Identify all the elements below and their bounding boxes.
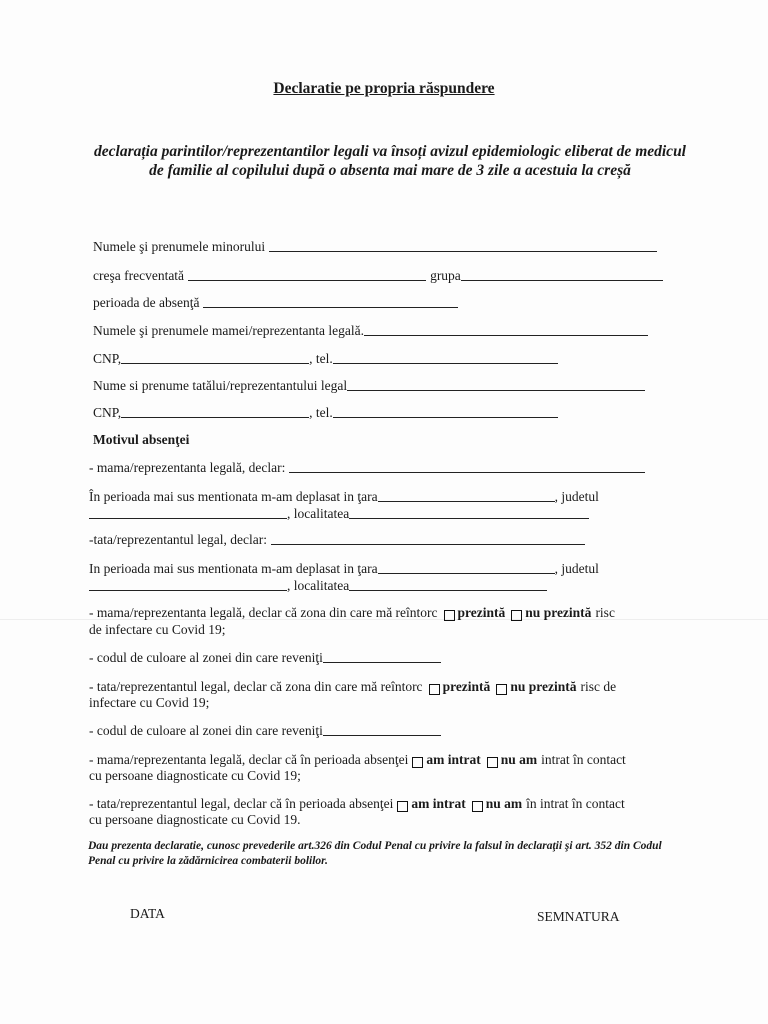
field-label: grupa bbox=[430, 268, 461, 283]
field-father-cnp bbox=[93, 405, 558, 421]
input-line[interactable] bbox=[289, 471, 645, 473]
field-label: In perioada mai sus mentionata m-am deplasat in ţara bbox=[89, 561, 378, 576]
document-title: Declaratie pe propria răspundere bbox=[273, 80, 495, 97]
input-line[interactable] bbox=[269, 250, 657, 252]
field-label: Numele şi prenumele mamei/reprezentanta legală. bbox=[93, 323, 364, 338]
checkbox-nu-prezinta[interactable] bbox=[511, 610, 522, 621]
field-label: - tata/reprezentantul legal, declar că în perioada absenţei bbox=[89, 796, 394, 811]
field-label: risc bbox=[595, 605, 615, 620]
checkbox-am-intrat[interactable] bbox=[412, 757, 423, 768]
field-label: în intrat în contact bbox=[526, 796, 625, 811]
input-line[interactable] bbox=[323, 734, 441, 736]
father-contact-cont: cu persoane diagnosticate cu Covid 19. bbox=[89, 812, 301, 827]
input-line[interactable] bbox=[271, 543, 585, 545]
field-label: CNP, bbox=[93, 405, 122, 420]
option-label: nu prezintă bbox=[510, 679, 577, 694]
legal-note: Dau prezenta declaratie, cunosc prevederile art.326 din Codul Penal cu privire la falsul în declaraţii şi art. 352 din Codul Penal cu privire la zădărnicirea combaterii bolilor. bbox=[88, 840, 662, 867]
field-label: perioada de absenţă bbox=[93, 295, 200, 310]
field-label: creşa frecventată bbox=[93, 268, 185, 283]
mother-color-code bbox=[89, 650, 441, 666]
mother-contact-cont: cu persoane diagnosticate cu Covid 19; bbox=[89, 768, 301, 783]
field-label: - codul de culoare al zonei din care reveniţi bbox=[89, 650, 323, 665]
input-line[interactable] bbox=[121, 362, 309, 364]
field-label: , judetul bbox=[554, 489, 599, 504]
checkbox-prezinta[interactable] bbox=[429, 684, 440, 695]
input-line[interactable] bbox=[349, 589, 547, 591]
field-label: risc de bbox=[580, 679, 617, 694]
option-label: prezintă bbox=[442, 679, 491, 694]
field-label: , tel. bbox=[309, 405, 333, 420]
field-label: - mama/reprezentanta legală, declar: bbox=[89, 460, 286, 475]
father-contact bbox=[89, 796, 625, 812]
checkbox-nu-prezinta[interactable] bbox=[496, 684, 507, 695]
date-label: DATA bbox=[130, 906, 165, 921]
input-line[interactable] bbox=[89, 517, 287, 519]
field-label: , judetul bbox=[554, 561, 599, 576]
mother-declar bbox=[89, 460, 645, 476]
field-label: -tata/reprezentantul legal, declar: bbox=[89, 532, 268, 547]
option-label: nu am bbox=[485, 796, 523, 811]
input-line[interactable] bbox=[121, 416, 309, 418]
input-line[interactable] bbox=[378, 572, 555, 574]
option-label: am intrat bbox=[411, 796, 466, 811]
input-line[interactable] bbox=[349, 517, 589, 519]
field-label: - tata/reprezentantul legal, declar că zona din care mă reîntorc bbox=[89, 679, 423, 694]
field-label: - codul de culoare al zonei din care reveniţi bbox=[89, 723, 323, 738]
field-label: , localitatea bbox=[287, 578, 350, 593]
input-line[interactable] bbox=[203, 306, 458, 308]
field-father-name bbox=[93, 378, 645, 394]
father-zone-cont: infectare cu Covid 19; bbox=[89, 695, 210, 710]
field-label: - mama/reprezentanta legală, declar că în perioada absenţei bbox=[89, 752, 409, 767]
input-line[interactable] bbox=[323, 661, 441, 663]
input-line[interactable] bbox=[333, 362, 558, 364]
field-label: , localitatea bbox=[287, 506, 350, 521]
field-perioada bbox=[93, 295, 458, 311]
field-cresa bbox=[93, 268, 663, 284]
option-label: prezintă bbox=[457, 605, 506, 620]
field-label: Numele şi prenumele minorului bbox=[93, 239, 266, 254]
field-label: - mama/reprezentanta legală, declar că zona din care mă reîntorc bbox=[89, 605, 438, 620]
input-line[interactable] bbox=[89, 589, 287, 591]
document-subtitle: declarația parintilor/reprezentantilor legali va însoți avizul epidemiologic eliberat de medicul de familie al copilului după o absenta mai mare de 3 zile a acestuia la creșă bbox=[94, 143, 686, 179]
field-label: , tel. bbox=[309, 351, 333, 366]
field-label: intrat în contact bbox=[541, 752, 626, 767]
checkbox-nu-am[interactable] bbox=[487, 757, 498, 768]
mother-contact bbox=[89, 752, 626, 768]
father-travel bbox=[89, 561, 599, 577]
mother-zone bbox=[89, 605, 615, 621]
option-label: nu am bbox=[500, 752, 538, 767]
father-color-code bbox=[89, 723, 441, 739]
checkbox-am-intrat[interactable] bbox=[397, 801, 408, 812]
input-line[interactable] bbox=[188, 279, 426, 281]
checkbox-nu-am[interactable] bbox=[472, 801, 483, 812]
signature-label: SEMNATURA bbox=[537, 909, 620, 924]
input-line[interactable] bbox=[333, 416, 558, 418]
field-label: CNP, bbox=[93, 351, 122, 366]
mother-localitate bbox=[89, 506, 589, 522]
input-line[interactable] bbox=[347, 389, 645, 391]
father-declar bbox=[89, 532, 585, 548]
mother-zone-cont: de infectare cu Covid 19; bbox=[89, 622, 226, 637]
input-line[interactable] bbox=[378, 500, 555, 502]
father-zone bbox=[89, 679, 616, 695]
option-label: am intrat bbox=[426, 752, 481, 767]
checkbox-prezinta[interactable] bbox=[444, 610, 455, 621]
field-mother-cnp bbox=[93, 351, 558, 367]
field-minor-name bbox=[93, 239, 657, 255]
field-label: Nume si prenume tatălui/reprezentantului legal bbox=[93, 378, 348, 393]
option-label: nu prezintă bbox=[525, 605, 592, 620]
field-mother-name bbox=[93, 323, 648, 339]
input-line[interactable] bbox=[461, 279, 663, 281]
field-label: În perioada mai sus mentionata m-am deplasat in ţara bbox=[89, 489, 378, 504]
motiv-heading: Motivul absenţei bbox=[93, 432, 190, 447]
input-line[interactable] bbox=[364, 334, 648, 336]
father-localitate bbox=[89, 578, 547, 594]
mother-travel bbox=[89, 489, 599, 505]
